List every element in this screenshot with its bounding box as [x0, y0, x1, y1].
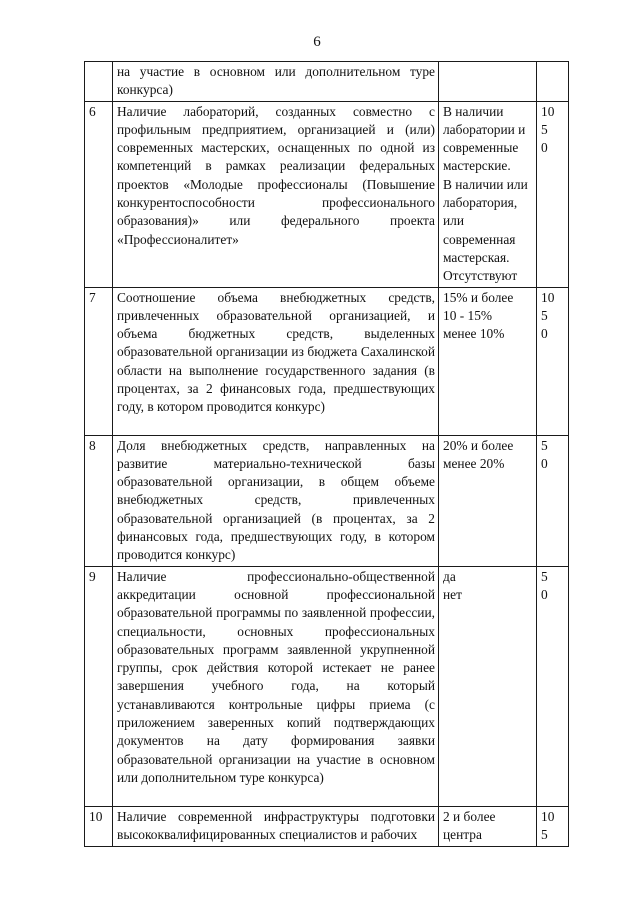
value-option: 20% и более	[443, 437, 514, 453]
criterion-text: Наличие профессионально-общественной аккредитации основной профессиональной образовательной программы по заявленной профессии, специальности, основных профессиональных образовательных программ заявленной укрупненной группы, срок действия которой истекает не ранее завершения учебного года, на который устанавливаются контрольные цифры приема (с приложением заверенных копий подтверждающих документов на дату формирования заявки образовательной организации на участие в основном или дополнительном туре конкурса)	[117, 568, 435, 785]
criterion-text: Наличие современной инфраструктуры подготовки высококвалифицированных специалистов и рабочих	[117, 808, 435, 842]
criterion-points	[537, 101, 569, 287]
value-option: да	[443, 568, 456, 584]
criterion-points	[537, 287, 569, 435]
criterion-description	[113, 435, 439, 566]
criterion-points	[537, 806, 569, 846]
page-number: 6	[313, 34, 321, 50]
table-row	[85, 435, 569, 566]
criterion-values	[439, 62, 537, 102]
row-number: 9	[85, 566, 113, 806]
value-option: В наличии или лаборатория, или современная мастерская.	[443, 176, 528, 265]
row-number: 8	[85, 435, 113, 566]
points-value: 0	[541, 455, 548, 471]
value-option: Отсутствуют	[443, 268, 518, 284]
criterion-description	[113, 806, 439, 846]
points-value: 5	[541, 568, 548, 584]
criterion-values	[439, 566, 537, 806]
table-row	[85, 287, 569, 435]
criterion-points	[537, 435, 569, 566]
value-option: 15% и более	[443, 289, 514, 305]
table-row	[85, 62, 569, 102]
table-row	[85, 566, 569, 806]
points-value: 5	[541, 437, 548, 453]
value-option: менее 20%	[443, 455, 505, 471]
value-option: нет	[443, 586, 462, 602]
criterion-description	[113, 287, 439, 435]
row-number: 6	[85, 101, 113, 287]
points-value: 5	[541, 826, 548, 842]
points-value: 0	[541, 586, 548, 602]
row-number: 7	[85, 287, 113, 435]
points-value: 10	[541, 103, 555, 119]
criterion-text: Доля внебюджетных средств, направленных на развитие материально-технической базы образовательной организации, в общем объеме внебюджетных средств, привлеченных образовательной организацией (в процентах, за 2 финансовых года, предшествующих году, в котором проводится конкурс)	[117, 437, 435, 563]
criterion-description	[113, 62, 439, 102]
criterion-description	[113, 101, 439, 287]
criteria-table	[84, 61, 569, 847]
criterion-values	[439, 101, 537, 287]
points-value: 10	[541, 808, 555, 824]
criterion-values	[439, 287, 537, 435]
row-number	[85, 62, 113, 102]
criterion-points	[537, 62, 569, 102]
row-number: 10	[85, 806, 113, 846]
criterion-values	[439, 806, 537, 846]
value-option: менее 10%	[443, 326, 505, 342]
criterion-text: Наличие лабораторий, созданных совместно с профильным предприятием, организацией и (или) современных мастерских, оснащенных по одной из компетенций в рамках реализации федеральных проектов «Молодые профессионалы (Повышение конкурентоспособности профессионального образования)» или федерального проекта «Профессионалитет»	[117, 103, 435, 247]
value-option: В наличии лаборатории и современные мастерские.	[443, 103, 526, 174]
table-row	[85, 101, 569, 287]
table-row	[85, 806, 569, 846]
criterion-text: Соотношение объема внебюджетных средств, привлеченных образовательной организацией, и объема бюджетных средств, выделенных образовательной организации из бюджета Сахалинской области на выполнение государственного задания (в процентах, за 2 финансовых года, предшествующих году, в котором проводится конкурс)	[117, 289, 435, 415]
points-value: 10	[541, 289, 555, 305]
points-value: 0	[541, 326, 548, 342]
criterion-points	[537, 566, 569, 806]
value-option: 10 - 15%	[443, 307, 493, 323]
points-value: 5	[541, 307, 548, 323]
criterion-text: на участие в основном или дополнительном туре конкурса)	[117, 64, 435, 98]
value-option: 2 и более центра	[443, 808, 496, 842]
criterion-description	[113, 566, 439, 806]
points-value: 0	[541, 140, 548, 156]
points-value: 5	[541, 121, 548, 137]
criterion-values	[439, 435, 537, 566]
